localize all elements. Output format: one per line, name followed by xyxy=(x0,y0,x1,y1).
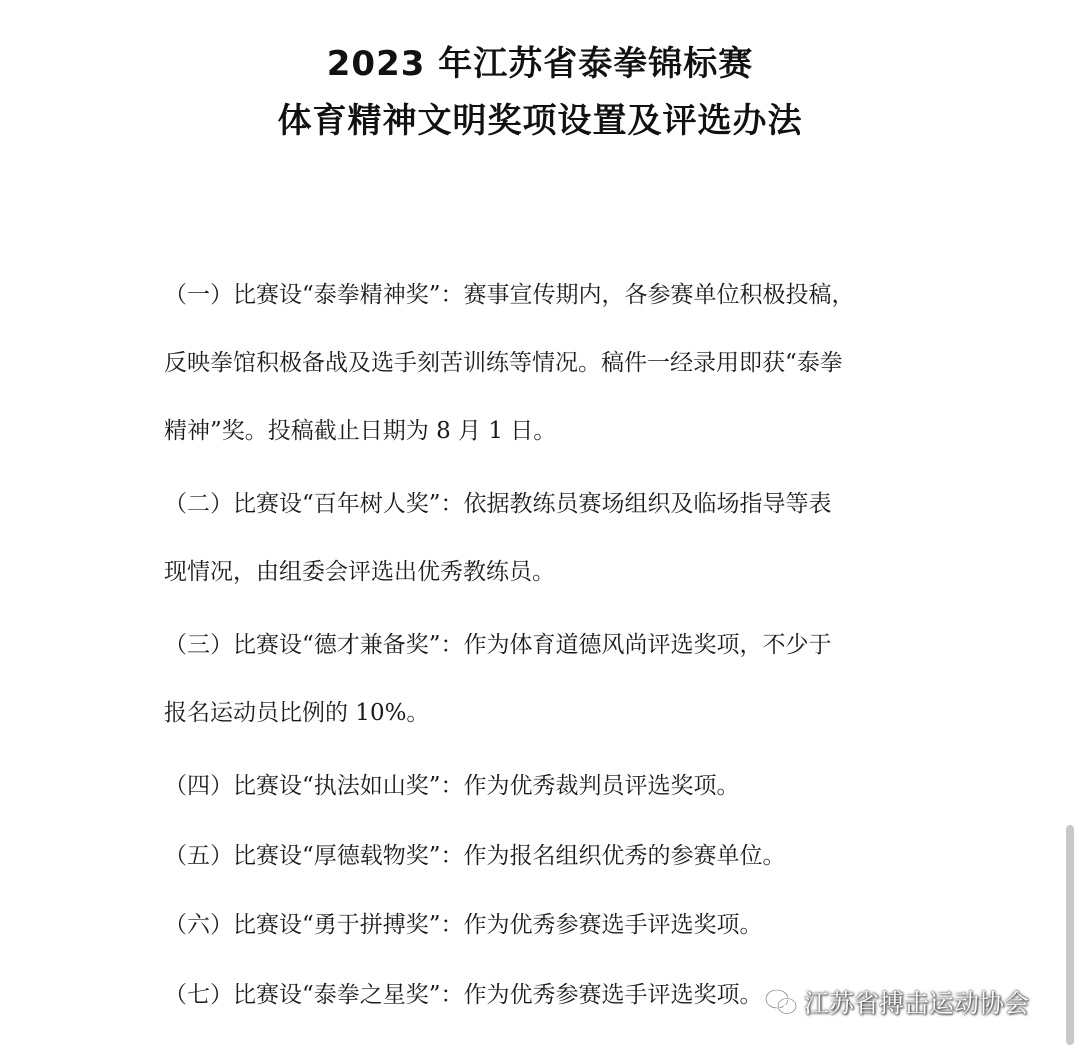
watermark xyxy=(764,982,1029,1022)
paragraph-line: （四）比赛设“执法如山奖”：作为优秀裁判员评选奖项。 xyxy=(164,773,740,799)
paragraph-4 xyxy=(164,752,934,820)
document-title-line-1: 2023 年江苏省泰拳锦标赛 xyxy=(326,44,754,84)
paragraph-line: 报名运动员比例的 10%。 xyxy=(164,700,430,726)
paragraph-line: 现情况，由组委会评选出优秀教练员。 xyxy=(164,559,555,585)
watermark-text: 江苏省搏击运动协会 xyxy=(804,989,1030,1018)
paragraph-line: （一）比赛设“泰拳精神奖”：赛事宣传期内，各参赛单位积极投稿， xyxy=(164,282,855,308)
paragraph-line: （二）比赛设“百年树人奖”：依据教练员赛场组织及临场指导等表 xyxy=(164,491,832,517)
paragraph-3 xyxy=(164,611,934,747)
paragraph-line: 精神”奖。投稿截止日期为 8 月 1 日。 xyxy=(164,418,557,444)
paragraph-2 xyxy=(164,470,934,606)
paragraph-line: （三）比赛设“德才兼备奖”：作为体育道德风尚评选奖项，不少于 xyxy=(164,632,832,658)
paragraph-line: （六）比赛设“勇于拼搏奖”：作为优秀参赛选手评选奖项。 xyxy=(164,912,763,938)
paragraph-1 xyxy=(164,261,934,465)
wechat-icon xyxy=(764,988,798,1016)
paragraph-6 xyxy=(164,891,934,959)
paragraph-line: （七）比赛设“泰拳之星奖”：作为优秀参赛选手评选奖项。 xyxy=(164,982,763,1008)
paragraph-line: 反映拳馆积极备战及选手刻苦训练等情况。稿件一经录用即获“泰拳 xyxy=(164,350,843,376)
paragraph-line: （五）比赛设“厚德载物奖”：作为报名组织优秀的参赛单位。 xyxy=(164,843,786,869)
document-title-line-2: 体育精神文明奖项设置及评选办法 xyxy=(277,101,803,141)
vertical-scrollbar[interactable] xyxy=(1066,825,1074,1045)
paragraph-5 xyxy=(164,822,934,890)
